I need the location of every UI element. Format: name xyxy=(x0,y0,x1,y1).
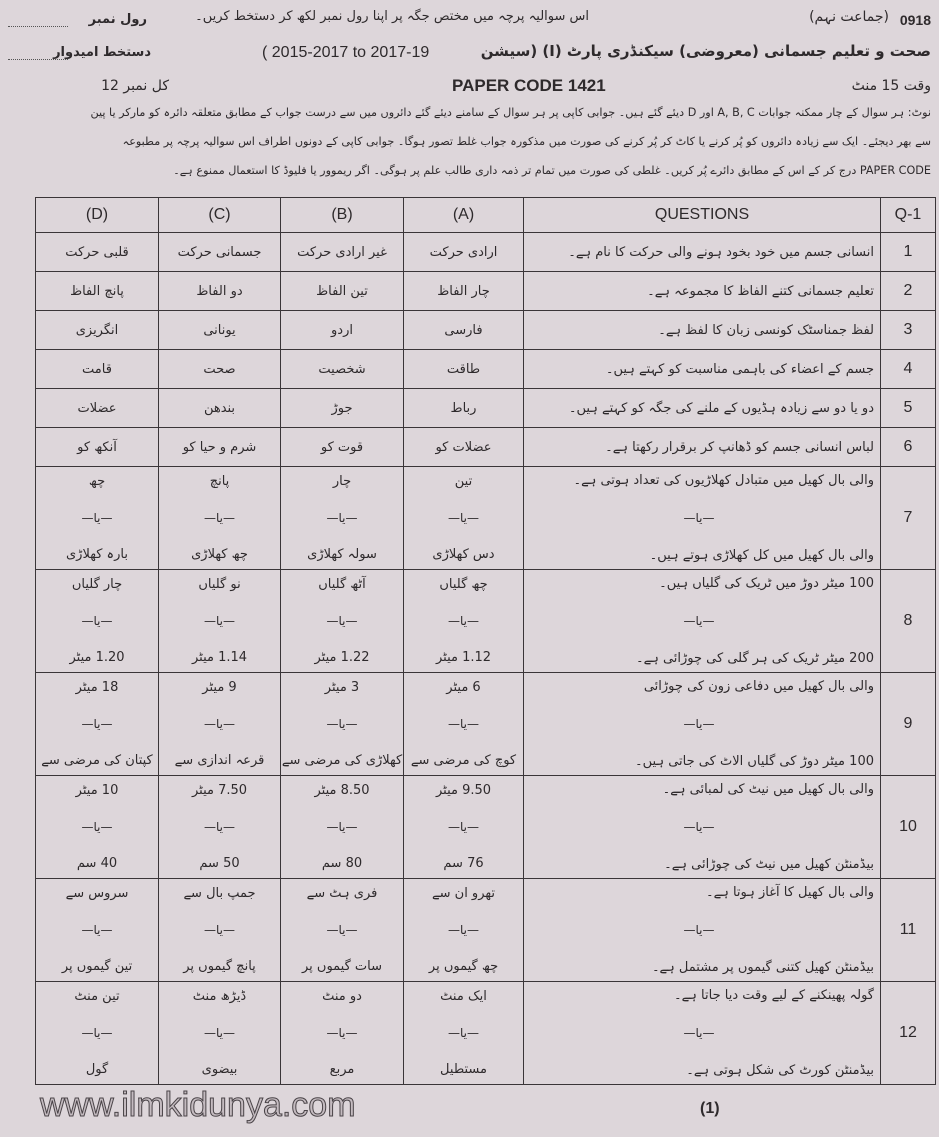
or-separator: —یا— xyxy=(448,820,479,834)
table-row xyxy=(36,389,936,428)
header-questions: QUESTIONS xyxy=(524,198,881,233)
option-text: مستطیل xyxy=(440,1062,487,1077)
question-text xyxy=(524,272,881,311)
or-separator: —یا— xyxy=(204,614,235,628)
question-part: والی بال کھیل میں متبادل کھلاڑیوں کی تعداد ہوتی ہے۔ xyxy=(573,473,874,488)
option-text: جوڑ xyxy=(331,400,353,416)
option-text: 80 سم xyxy=(321,856,363,871)
or-separator: —یا— xyxy=(683,717,715,731)
option-text: دو منٹ xyxy=(322,989,362,1004)
option-text: 76 سم xyxy=(443,856,484,871)
or-separator: —یا— xyxy=(448,1026,479,1040)
total-marks: کل نمبر 12 xyxy=(101,78,169,94)
option-text: پانچ الفاظ xyxy=(70,283,124,299)
option-a xyxy=(404,350,524,389)
question-part: تعلیم جسمانی کتنے الفاظ کا مجموعہ ہے۔ xyxy=(647,283,874,299)
session: ( 2015-2017 to 2017-19 xyxy=(262,44,430,61)
option-d xyxy=(36,570,159,673)
option-d xyxy=(36,233,159,272)
question-part: والی بال کھیل کا آغاز ہوتا ہے۔ xyxy=(705,885,874,900)
option-text: صحت xyxy=(203,361,236,377)
header-option-c: (C) xyxy=(159,198,281,233)
option-text: ایک منٹ xyxy=(440,989,487,1004)
option-text: دس کھلاڑی xyxy=(432,547,495,562)
option-a xyxy=(404,311,524,350)
option-text: شرم و حیا کو xyxy=(182,439,257,455)
roll-number-field[interactable] xyxy=(8,12,68,31)
note-line-3: PAPER CODE درج کر کے اس کے مطابق دائرے پُر کریں۔ غلطی کی صورت میں تمام تر ذمہ داری طالب علم پر ہوگی۔ اگر ریموور یا فلیوڈ کا استعمال ممنوع ہے۔ xyxy=(173,164,931,177)
option-d xyxy=(36,428,159,467)
option-text: آنکھ کو xyxy=(77,439,117,455)
question-part: 200 میٹر ٹریک کی ہر گلی کی چوڑائی ہے۔ xyxy=(635,651,874,666)
option-text: ڈیڑھ منٹ xyxy=(192,989,247,1004)
option-c xyxy=(159,311,281,350)
option-text: پانچ xyxy=(209,474,230,489)
question-part: لفظ جمناسٹک کونسی زبان کا لفظ ہے۔ xyxy=(658,322,874,338)
option-text: پانچ گیموں پر xyxy=(183,959,256,974)
option-text: 1.20 میٹر xyxy=(69,650,125,665)
question-part: 100 میٹر دوڑ کی گلیاں الاٹ کی جاتی ہیں۔ xyxy=(635,754,874,769)
option-b xyxy=(281,982,404,1085)
question-text xyxy=(524,570,881,673)
option-text: سروس سے xyxy=(65,886,129,901)
question-number: 1 xyxy=(881,233,936,272)
option-a xyxy=(404,467,524,570)
option-a xyxy=(404,428,524,467)
question-part: انسانی جسم میں خود بخود ہونے والی حرکت کا نام ہے۔ xyxy=(568,244,874,260)
option-c xyxy=(159,570,281,673)
option-text: 9 میٹر xyxy=(202,680,237,695)
question-number: 6 xyxy=(881,428,936,467)
question-text xyxy=(524,776,881,879)
option-text: غیر ارادی حرکت xyxy=(297,244,387,260)
question-number: 9 xyxy=(881,673,936,776)
option-text: 7.50 میٹر xyxy=(191,783,248,798)
or-separator: —یا— xyxy=(448,614,479,628)
option-c xyxy=(159,428,281,467)
option-text: دو الفاظ xyxy=(196,283,243,299)
watermark: www.ilmkidunya.com xyxy=(40,1086,356,1124)
or-separator: —یا— xyxy=(204,511,235,525)
option-c xyxy=(159,776,281,879)
question-text xyxy=(524,467,881,570)
option-c xyxy=(159,467,281,570)
option-text: تین منٹ xyxy=(74,989,120,1004)
option-b xyxy=(281,776,404,879)
option-d xyxy=(36,467,159,570)
table-row xyxy=(36,570,936,673)
option-text: تین گیموں پر xyxy=(61,959,133,974)
option-text: ارادی حرکت xyxy=(429,244,498,260)
option-text: جسمانی حرکت xyxy=(177,244,262,260)
option-text: 40 سم xyxy=(76,856,118,871)
option-a xyxy=(404,570,524,673)
option-text: مربع xyxy=(329,1062,355,1077)
question-text xyxy=(524,233,881,272)
question-number: 11 xyxy=(881,879,936,982)
option-text: 9.50 میٹر xyxy=(435,783,492,798)
note-line-1: نوٹ: ہر سوال کے چار ممکنہ جوابات A, B, C اور D دیئے گئے ہیں۔ جوابی کاپی پر ہر سوال کے سامنے دیئے گئے دائروں میں سے درست جواب کے مطابق متعلقہ دائرہ کو مارکر یا پین xyxy=(90,106,931,119)
question-part: بیڈمنٹن کھیل کتنی گیموں پر مشتمل ہے۔ xyxy=(651,960,874,975)
or-separator: —یا— xyxy=(683,923,715,937)
option-b xyxy=(281,389,404,428)
question-number: 7 xyxy=(881,467,936,570)
note-line-2: سے بھر دیجئے۔ ایک سے زیادہ دائروں کو پُر کرنے یا کاٹ کر پُر کرنے کی صورت میں مذکورہ جواب غلط تصور ہوگا۔ جوابی کاپی کے دونوں اطراف اس سوالیہ پرچہ پر مطبوعہ xyxy=(122,135,931,148)
option-b xyxy=(281,350,404,389)
option-text: فری ہٹ سے xyxy=(306,886,378,901)
or-separator: —یا— xyxy=(81,1026,113,1040)
question-number: 12 xyxy=(881,982,936,1085)
option-d xyxy=(36,673,159,776)
questions-table xyxy=(35,197,936,1085)
option-text: چھ گلیاں xyxy=(439,577,488,592)
table-row xyxy=(36,467,936,570)
option-text: کھلاڑی کی مرضی سے xyxy=(281,753,403,768)
option-b xyxy=(281,428,404,467)
or-separator: —یا— xyxy=(326,614,358,628)
question-text xyxy=(524,428,881,467)
question-text xyxy=(524,673,881,776)
header-question-number: Q-1 xyxy=(881,198,936,233)
header-option-a: (A) xyxy=(404,198,524,233)
question-part: والی بال کھیل میں کل کھلاڑی ہوتے ہیں۔ xyxy=(649,548,874,563)
or-separator: —یا— xyxy=(683,1026,715,1040)
option-text: جمپ بال سے xyxy=(183,886,256,901)
subject-title: صحت و تعلیم جسمانی (معروضی) سیکنڈری پارٹ (I) (سیشن xyxy=(480,42,931,60)
option-text: قرعہ اندازی سے xyxy=(174,753,265,768)
or-separator: —یا— xyxy=(683,511,715,525)
option-text: عضلات xyxy=(77,400,117,416)
option-text: 1.14 میٹر xyxy=(191,650,248,665)
time-allowed: وقت 15 منٹ xyxy=(851,78,931,94)
option-c xyxy=(159,389,281,428)
question-part: لباس انسانی جسم کو ڈھانپ کر برقرار رکھتا ہے۔ xyxy=(605,439,874,455)
option-text: شخصیت xyxy=(318,361,366,377)
option-text: قلبی حرکت xyxy=(65,244,129,260)
question-number: 5 xyxy=(881,389,936,428)
option-c xyxy=(159,233,281,272)
option-text: چار الفاظ xyxy=(437,283,490,299)
question-part: بیڈمنٹن کھیل میں نیٹ کی چوڑائی ہے۔ xyxy=(664,857,874,872)
option-text: یونانی xyxy=(203,322,236,338)
table-row xyxy=(36,428,936,467)
option-text: سولہ کھلاڑی xyxy=(307,547,377,562)
option-text: چھ کھلاڑی xyxy=(191,547,248,562)
or-separator: —یا— xyxy=(81,923,113,937)
or-separator: —یا— xyxy=(448,923,479,937)
roll-number-label: رول نمبر xyxy=(88,12,147,27)
option-text: گول xyxy=(85,1062,109,1077)
option-text: 3 میٹر xyxy=(324,680,360,695)
option-c xyxy=(159,350,281,389)
option-d xyxy=(36,350,159,389)
paper-code: PAPER CODE 1421 xyxy=(452,76,606,95)
or-separator: —یا— xyxy=(326,923,358,937)
or-separator: —یا— xyxy=(204,717,235,731)
question-text xyxy=(524,879,881,982)
or-separator: —یا— xyxy=(204,923,235,937)
class-label: (جماعت نہم) xyxy=(809,9,889,25)
option-d xyxy=(36,272,159,311)
question-number: 3 xyxy=(881,311,936,350)
or-separator: —یا— xyxy=(326,717,358,731)
option-a xyxy=(404,982,524,1085)
option-text: سات گیموں پر xyxy=(301,959,383,974)
question-text xyxy=(524,350,881,389)
option-text: قامت xyxy=(82,361,112,377)
option-b xyxy=(281,233,404,272)
or-separator: —یا— xyxy=(448,717,479,731)
question-part: گولہ پھینکنے کے لیے وقت دیا جاتا ہے۔ xyxy=(674,988,874,1003)
paper-number: 0918 xyxy=(899,12,931,28)
question-text xyxy=(524,311,881,350)
option-d xyxy=(36,389,159,428)
option-b xyxy=(281,673,404,776)
option-text: 10 میٹر xyxy=(75,783,119,798)
option-text: 1.22 میٹر xyxy=(314,650,370,665)
option-b xyxy=(281,311,404,350)
candidate-signature-field[interactable] xyxy=(8,45,68,64)
option-a xyxy=(404,389,524,428)
option-text: 18 میٹر xyxy=(75,680,119,695)
or-separator: —یا— xyxy=(81,511,113,525)
option-text: نو گلیاں xyxy=(198,577,241,592)
option-text: 6 میٹر xyxy=(446,680,481,695)
option-d xyxy=(36,879,159,982)
header-option-b: (B) xyxy=(281,198,404,233)
option-d xyxy=(36,311,159,350)
option-d xyxy=(36,982,159,1085)
table-row xyxy=(36,272,936,311)
or-separator: —یا— xyxy=(81,614,113,628)
or-separator: —یا— xyxy=(326,511,358,525)
option-text: طاقت xyxy=(446,361,481,377)
question-number: 8 xyxy=(881,570,936,673)
or-separator: —یا— xyxy=(81,820,113,834)
or-separator: —یا— xyxy=(204,1026,235,1040)
or-separator: —یا— xyxy=(326,820,358,834)
option-text: کوچ کی مرضی سے xyxy=(410,753,517,768)
option-c xyxy=(159,982,281,1085)
option-a xyxy=(404,879,524,982)
option-b xyxy=(281,272,404,311)
table-row xyxy=(36,233,936,272)
option-text: 8.50 میٹر xyxy=(314,783,370,798)
option-a xyxy=(404,233,524,272)
option-text: چار گلیاں xyxy=(71,577,123,592)
option-text: اردو xyxy=(331,322,353,338)
option-text: بندھن xyxy=(203,400,236,416)
or-separator: —یا— xyxy=(204,820,235,834)
question-part: والی بال کھیل میں نیٹ کی لمبائی ہے۔ xyxy=(662,782,874,797)
table-row xyxy=(36,982,936,1085)
question-part: دو یا دو سے زیادہ ہڈیوں کے ملنے کی جگہ کو کہتے ہیں۔ xyxy=(568,400,874,416)
or-separator: —یا— xyxy=(683,614,715,628)
table-row xyxy=(36,311,936,350)
table-row xyxy=(36,776,936,879)
option-c xyxy=(159,673,281,776)
option-text: چھ گیموں پر xyxy=(428,959,499,974)
question-number: 10 xyxy=(881,776,936,879)
option-a xyxy=(404,272,524,311)
option-b xyxy=(281,467,404,570)
option-text: تھرو ان سے xyxy=(432,886,495,901)
question-number: 2 xyxy=(881,272,936,311)
option-text: تین xyxy=(454,474,473,489)
option-text: چار xyxy=(332,474,352,489)
or-separator: —یا— xyxy=(326,1026,358,1040)
option-a xyxy=(404,776,524,879)
page-number: (1) xyxy=(700,1100,720,1117)
option-c xyxy=(159,879,281,982)
option-c xyxy=(159,272,281,311)
or-separator: —یا— xyxy=(81,717,113,731)
option-text: فارسی xyxy=(444,322,483,338)
option-a xyxy=(404,673,524,776)
option-text: کپتان کی مرضی سے xyxy=(41,753,153,768)
option-text: عضلات کو xyxy=(435,439,492,455)
option-text: بارہ کھلاڑی xyxy=(66,547,128,562)
table-row xyxy=(36,673,936,776)
question-part: بیڈمنٹن کورٹ کی شکل ہوتی ہے۔ xyxy=(686,1063,874,1078)
option-text: قوت کو xyxy=(320,439,364,455)
option-text: 1.12 میٹر xyxy=(435,650,492,665)
option-b xyxy=(281,879,404,982)
question-part: جسم کے اعضاء کی باہمی مناسبت کو کہتے ہیں۔ xyxy=(605,361,874,377)
option-text: 50 سم xyxy=(199,856,240,871)
roll-instruction: اس سوالیہ پرچہ میں مختص جگہ پر اپنا رول نمبر لکھ کر دستخط کریں۔ xyxy=(195,9,589,24)
question-text xyxy=(524,389,881,428)
option-text: بیضوی xyxy=(201,1062,238,1077)
table-header-row xyxy=(36,198,936,233)
candidate-signature-label: دستخط امیدوار xyxy=(53,45,151,60)
question-part: 100 میٹر دوڑ میں ٹریک کی گلیاں ہیں۔ xyxy=(659,576,874,591)
option-text: آٹھ گلیاں xyxy=(318,577,366,592)
table-row xyxy=(36,350,936,389)
option-text: انگریزی xyxy=(75,322,119,338)
question-part: والی بال کھیل میں دفاعی زون کی چوڑائی xyxy=(643,679,874,694)
option-text: چھ xyxy=(88,474,106,489)
option-text: تین الفاظ xyxy=(316,283,368,299)
table-row xyxy=(36,879,936,982)
option-text: رباط xyxy=(450,400,477,416)
option-d xyxy=(36,776,159,879)
or-separator: —یا— xyxy=(448,511,479,525)
question-text xyxy=(524,982,881,1085)
question-number: 4 xyxy=(881,350,936,389)
header-option-d: (D) xyxy=(36,198,159,233)
or-separator: —یا— xyxy=(683,820,715,834)
option-b xyxy=(281,570,404,673)
